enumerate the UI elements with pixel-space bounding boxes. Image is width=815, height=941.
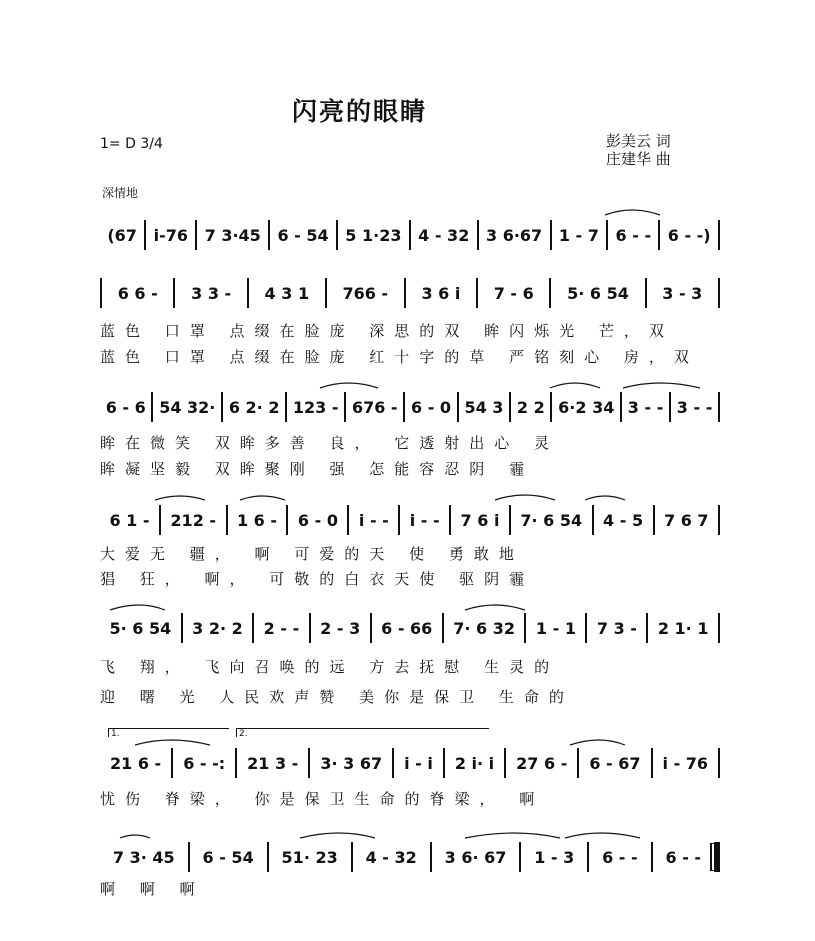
measure: 6 - 0 — [297, 510, 338, 530]
measure: 6 - - — [665, 847, 702, 867]
measure: 1 - 3 — [534, 847, 575, 867]
measure: 51· 23 — [281, 847, 338, 867]
slur-mark — [605, 210, 660, 215]
measure: 3 - - — [627, 397, 664, 417]
staff-line-7 — [100, 842, 720, 872]
slur-mark — [135, 740, 210, 745]
lyric-line: 蓝色 口罩 点缀在脸庞 红十字的草 严铭刻心 房，双 — [100, 348, 699, 366]
measure: 3 - - — [676, 397, 713, 417]
slur-mark — [110, 605, 165, 610]
measure: 21 6 - — [110, 753, 162, 773]
measure: 6 2· 2 — [228, 397, 280, 417]
measure: 1 - 1 — [535, 618, 576, 638]
slur-mark — [155, 496, 205, 500]
score-title: 闪亮的眼睛 — [292, 97, 428, 126]
measure: 6 - -) — [667, 225, 711, 245]
measure: 2 i· i — [454, 753, 495, 773]
lyric-line: 蓝色 口罩 点缀在脸庞 深思的双 眸闪烁光 芒，双 — [100, 322, 674, 340]
slur-mark — [495, 495, 555, 500]
measure: 5· 6 54 — [109, 618, 172, 638]
measure: i-76 — [153, 225, 188, 245]
measure: 7 3 - — [596, 618, 637, 638]
measure: 6 - 54 — [202, 847, 254, 867]
lyricist-credit: 彭美云 词 — [606, 132, 671, 150]
measure: 6 6 - — [117, 283, 158, 303]
measure: i - - — [409, 510, 440, 530]
measure: i - - — [358, 510, 389, 530]
measure: 4 - 32 — [365, 847, 417, 867]
lyric-line: 忧伤 脊梁， 你是保卫生命的脊梁， 啊 — [100, 790, 545, 808]
measure: 7 6 i — [460, 510, 500, 530]
composer-credit: 庄建华 曲 — [606, 150, 671, 168]
measure: 766 - — [342, 283, 389, 303]
measure: 4 3 1 — [264, 283, 310, 303]
lyric-line: 飞 翔， 飞向召唤的远 方去抚慰 生灵的 — [100, 658, 560, 676]
measure: 6 - 6 — [105, 397, 146, 417]
measure: 3 6· 67 — [444, 847, 507, 867]
slur-mark — [623, 383, 700, 388]
measure: i - 76 — [662, 753, 709, 773]
lyric-line: 大爱无 疆， 啊 可爱的天 使 勇敢地 — [100, 545, 524, 563]
measure: 6·2 34 — [558, 397, 615, 417]
measure: 3 6·67 — [485, 225, 543, 245]
measure: 2 - - — [263, 618, 300, 638]
measure: 4 - 5 — [603, 510, 644, 530]
measure: 2 1· 1 — [657, 618, 709, 638]
measure: 212 - — [170, 510, 217, 530]
measure: 1 - 7 — [558, 225, 599, 245]
measure: 21 3 - — [247, 753, 299, 773]
measure: 3 - 3 — [662, 283, 703, 303]
measure: 5 1·23 — [345, 225, 402, 245]
measure: 7· 6 32 — [453, 618, 515, 638]
slur-mark — [240, 496, 285, 500]
slur-mark — [465, 605, 525, 610]
measure: 6 - 67 — [589, 753, 641, 773]
measure: 3 2· 2 — [192, 618, 243, 638]
measure: 5· 6 54 — [567, 283, 629, 303]
slur-mark — [550, 383, 600, 388]
slur-mark — [300, 833, 375, 838]
volta-second-ending: 2. — [236, 728, 489, 737]
staff-line-6 — [100, 748, 720, 778]
staff-line-2 — [100, 278, 720, 308]
tempo-marking: 深情地 — [102, 186, 139, 200]
slur-mark — [570, 740, 625, 745]
measure: 6 - 54 — [277, 225, 329, 245]
measure: 7 3· 45 — [112, 847, 175, 867]
slur-mark — [565, 833, 640, 838]
staff-line-1 — [100, 220, 720, 250]
measure: 3 6 i — [421, 283, 461, 303]
measure: 123 - — [292, 397, 339, 417]
measure: i - i — [404, 753, 433, 773]
measure: 54 3 — [464, 397, 504, 417]
measure: 54 32· — [159, 397, 216, 417]
key-signature: 1= D 3/4 — [100, 136, 163, 152]
slur-mark — [320, 383, 378, 388]
lyric-line: 迎 曙 光 人民欢声赞 美你是保卫 生命的 — [100, 688, 574, 706]
slur-mark — [465, 833, 560, 838]
measure: 6 - - — [615, 225, 652, 245]
measure: 6 - - — [602, 847, 638, 867]
measure: 3 3 - — [191, 283, 232, 303]
measure: 7 - 6 — [493, 283, 534, 303]
measure: 7 6 7 — [664, 510, 709, 530]
lyric-line: 啊 啊 啊 — [100, 880, 205, 898]
staff-line-4 — [100, 505, 720, 535]
measure: 7 3·45 — [204, 225, 261, 245]
measure: 27 6 - — [516, 753, 568, 773]
lyric-line: 猖 狂， 啊， 可敬的白衣天使 驱阴霾 — [100, 570, 535, 588]
lyric-line: 眸凝坚毅 双眸聚刚 强 怎能容忍阴 霾 — [100, 460, 535, 478]
slur-mark — [585, 496, 625, 500]
measure: 2 2 — [516, 397, 545, 417]
volta-first-ending: 1. — [108, 728, 229, 737]
measure: 676 - — [351, 397, 398, 417]
slur-mark — [120, 835, 150, 838]
lyric-line: 眸在微笑 双眸多善 良， 它透射出心 灵 — [100, 434, 560, 452]
measure: 4 - 32 — [418, 225, 470, 245]
measure: 1 6 - — [236, 510, 277, 530]
measure: 7· 6 54 — [520, 510, 583, 530]
measure: 3· 3 67 — [320, 753, 383, 773]
measure: 6 1 - — [109, 510, 150, 530]
measure: 2 - 3 — [320, 618, 361, 638]
measure: 6 - -: — [183, 753, 226, 773]
staff-line-3 — [100, 392, 720, 422]
measure: (67 — [107, 225, 137, 245]
measure: 6 - 66 — [381, 618, 433, 638]
measure: 6 - 0 — [410, 397, 452, 417]
final-barline — [714, 842, 720, 872]
staff-line-5 — [100, 613, 720, 643]
